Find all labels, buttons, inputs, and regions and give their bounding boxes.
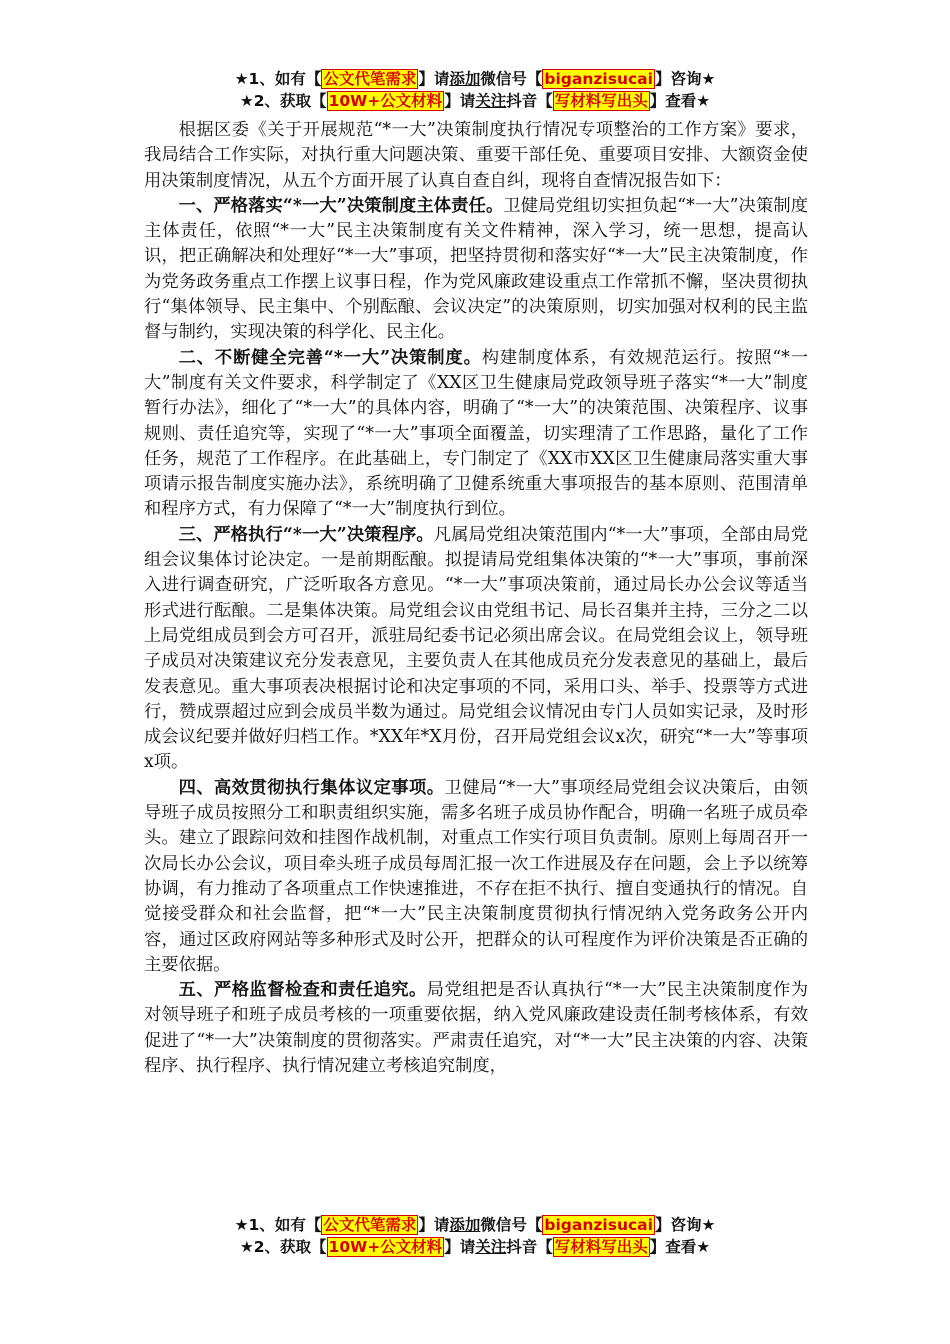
star-icon: ★ (239, 1238, 254, 1256)
highlight-materials: 10W+公文材料 (328, 92, 443, 110)
star-icon: ★ (234, 70, 249, 88)
section-heading: 一、严格落实“*一大”决策制度主体责任。 (178, 195, 504, 216)
section-text: 凡属局党组决策范围内“*一大”事项，全部由局党组会议集体讨论决定。一是前期酝酿。拟提请局党组集体决策的“*一大”事项，事前深入进行调查研究，广泛听取各方意见。“*一大”事项决策前，通过局长办公会议等适当形式进行酝酿。二是集体决策。局党组会议由党组书记、局长召集并主持，三分之二以上局党组成员到会方可召开，派驻局纪委书记必须出席会议。在局党组会议上，领导班子成员对决策建议充分发表意见，主要负责人在其他成员充分发表意见的基础上，最后发表意见。重大事项表决根据讨论和决定事项的不同，采用口头、举手、投票等方式进行，赞成票超过应到会成员半数为通过。局党组会议情况由专门人员如实记录，及时形成会议纪要并做好归档工作。*XX年*X月份，召开局党组会议x次，研究“*一大”等事项x项。 (144, 524, 809, 773)
highlight-wechat-id: biganzisucai (544, 1216, 653, 1234)
star-icon: ★ (234, 1216, 249, 1234)
section-text: 局党组把是否认真执行“*一大”民主决策制度作为对领导班子和班子成员考核的一项重要依据，纳入党风廉政建设责任制考核体系，有效促进了“*一大”决策制度的贯彻落实。严肃责任追究，对“*一大”民主决策的内容、决策程序、执行程序、执行情况建立考核追究制度， (144, 980, 808, 1076)
highlight-service: 公文代笔需求 (323, 70, 417, 88)
banner-line-2: ★2、获取【 10W+公文材料 】请关注抖音【 写材料写出头 】查看★ (239, 92, 711, 110)
section-heading: 三、严格执行“*一大”决策程序。 (178, 524, 434, 545)
section-paragraph (144, 346, 808, 523)
highlight-materials: 10W+公文材料 (328, 1238, 443, 1256)
highlight-wechat-id: biganzisucai (544, 70, 653, 88)
section-paragraph (144, 523, 808, 776)
highlight-douyin-id: 写材料写出头 (554, 92, 648, 110)
section-paragraph (144, 776, 808, 978)
highlight-service: 公文代笔需求 (323, 1216, 417, 1234)
highlight-douyin-id: 写材料写出头 (554, 1238, 648, 1256)
intro-paragraph: 根据区委《关于开展规范“*一大”决策制度执行情况专项整治的工作方案》要求，我局结合工作实际，对执行重大问题决策、重要干部任免、重要项目安排、大额资金使用决策制度情况，从五个方面开展了认真自查自纠，现将自查情况报告如下： (144, 120, 808, 191)
section-paragraph (144, 194, 808, 346)
footer-banner (0, 1214, 950, 1258)
banner-line-1: ★1、如有【 公文代笔需求 】请添加微信号【 biganzisucai 】咨询★ (234, 1216, 716, 1234)
banner-line-1: ★1、如有【 公文代笔需求 】请添加微信号【 biganzisucai 】咨询★ (234, 70, 716, 88)
section-heading: 五、严格监督检查和责任追究。 (178, 980, 427, 1001)
section-heading: 四、高效贯彻执行集体议定事项。 (178, 777, 445, 798)
star-icon: ★ (239, 92, 254, 110)
document-body (144, 118, 808, 1079)
section-text: 卫健局“*一大”事项经局党组会议决策后，由领导班子成员按照分工和职责组织实施，需多名班子成员协作配合，明确一名班子成员牵头。建立了跟踪问效和挂图作战机制，对重点工作实行项目负责制。原则上每周召开一次局长办公会议，项目牵头班子成员每周汇报一次工作进展及存在问题，会上予以统筹协调，有力推动了各项重点工作快速推进，不存在拒不执行、擅自变通执行的情况。自觉接受群众和社会监督，把“*一大”民主决策制度贯彻执行情况纳入党务政务公开内容，通过区政府网站等多种形式及时公开，把群众的认可程度作为评价决策是否正确的主要依据。 (144, 777, 808, 975)
section-text: 卫健局党组切实担负起“*一大”决策制度主体责任，依照“*一大”民主决策制度有关文件精神，深入学习，统一思想，提高认识，把正确解决和处理好“*一大”事项，把坚持贯彻和落实好“*一大”民主决策制度，作为党务政务重点工作摆上议事日程，作为党风廉政建设重点工作常抓不懈，坚决贯彻执行“集体领导、民主集中、个别酝酿、会议决定”的决策原则，切实加强对权利的民主监督与制约，实现决策的科学化、民主化。 (144, 195, 809, 343)
section-heading: 二、不断健全完善“*一大”决策制度。 (178, 347, 482, 368)
header-banner (0, 68, 950, 112)
banner-line-2: ★2、获取【 10W+公文材料 】请关注抖音【 写材料写出头 】查看★ (239, 1238, 711, 1256)
section-paragraph (144, 978, 808, 1079)
section-text: 构建制度体系，有效规范运行。按照“*一大”制度有关文件要求，科学制定了《XX区卫生健康局党政领导班子落实“*一大”制度暂行办法》，细化了“*一大”的具体内容，明确了“*一大”的决策范围、决策程序、议事规则、责任追究等，实现了“*一大”事项全面覆盖，切实理清了工作思路，量化了工作任务，规范了工作程序。在此基础上，专门制定了《XX市XX区卫生健康局落实重大事项请示报告制度实施办法》，系统明确了卫健系统重大事项报告的基本原则、范围清单和程序方式，有力保障了“*一大”制度执行到位。 (144, 347, 808, 520)
